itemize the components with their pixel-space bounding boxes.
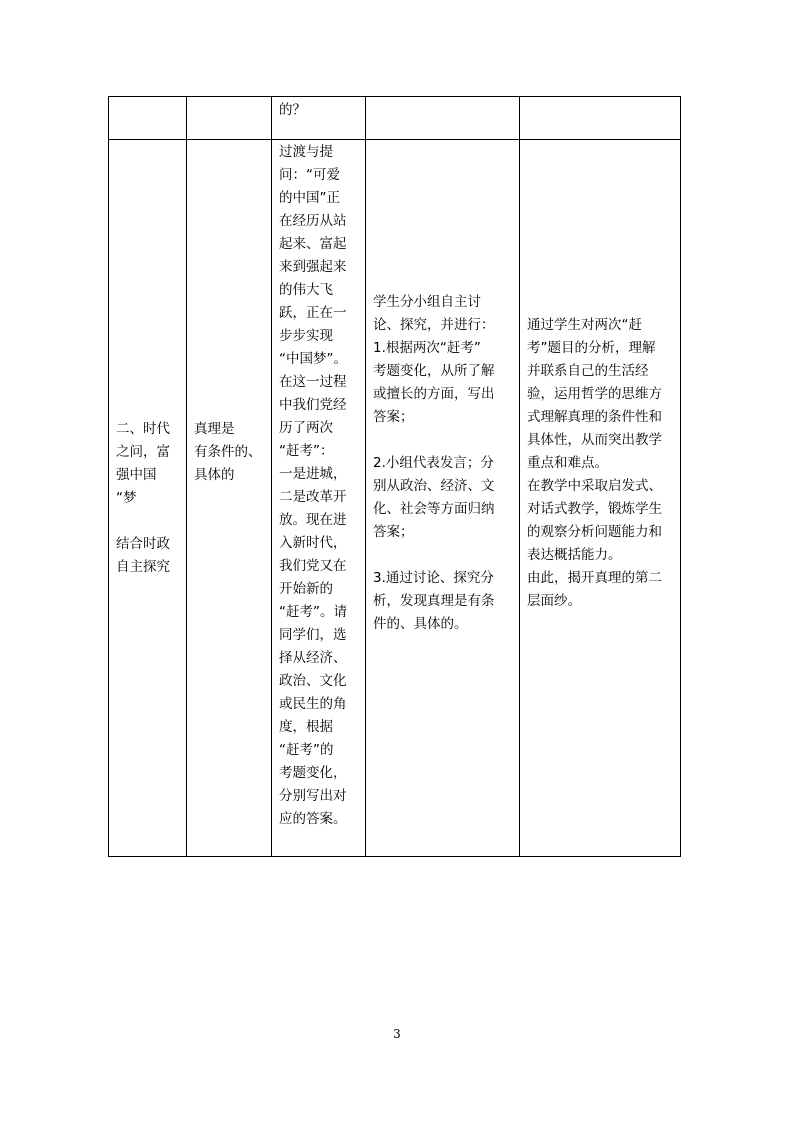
design-intent-cell [520,140,681,857]
text-line: 答案； [373,523,414,540]
text-line: 或民生的角 [279,696,347,712]
student-activity [366,291,519,636]
text-line: 有条件的、 [194,444,262,460]
text-line: “梦 [116,489,137,506]
text-line: 的中国”正 [279,190,340,206]
text-line: 一是进城， [279,466,347,482]
text-line: 在这一过程 [279,374,347,390]
text-line: 起来、富起 [279,236,347,252]
text-line: 我们党又在 [279,558,347,574]
text-line: 二、时代 [116,420,170,437]
page-number: 3 [393,1027,401,1041]
text-line: 并联系自己的生活经 [527,362,649,379]
text-line: 强中国 [116,466,157,483]
text-line: 验，运用哲学的思维方 [527,385,662,402]
text-line [373,544,513,567]
text-line: 结合时政 [116,535,170,552]
text-line: 具体的 [194,467,235,483]
text-line: 答案； [373,408,414,425]
table-cell [109,97,187,140]
text-line: 或擅长的方面，写出 [373,385,495,402]
text-line: 在经历从站 [279,213,347,229]
table-cell [187,97,272,140]
text-line: 对话式教学，锻炼学生 [527,500,662,517]
section-title [109,418,186,579]
text-line: 真理是 [194,421,235,437]
text-line: 应的答案。 [279,811,347,827]
text-line: 考题变化，从所了解 [373,362,495,379]
design-intent [520,314,680,613]
table-cell [272,97,366,140]
text-line: 3.通过讨论、探究分 [373,569,494,586]
text-line: “赶考”： [279,443,334,459]
text-line [373,429,513,452]
text-line: “赶考”的 [279,742,334,758]
text-line: 重点和难点。 [527,454,608,471]
table-cell [366,97,520,140]
teacher-activity [272,140,365,831]
table-row [109,140,681,857]
text-line: 考”题目的分析，理解 [527,339,656,356]
text-line: 学生分小组自主讨 [373,293,481,310]
text-line: 开始新的 [279,581,333,597]
text-line: 分别写出对 [279,788,347,804]
text-line: 论、探究，并进行： [373,316,495,333]
text-line: 度，根据 [279,719,333,735]
section-title-cell [109,140,187,857]
text-line: 2.小组代表发言；分 [373,454,494,471]
lesson-plan-table [108,96,681,857]
text-line: 来到强起来 [279,259,347,275]
text-line: 同学们，选 [279,627,347,643]
text-line: 考题变化， [279,765,347,781]
text-line: 跃，正在一 [279,305,347,321]
text-line: “中国梦”。 [279,351,347,367]
text-line: 中我们党经 [279,397,347,413]
text-line [116,510,180,533]
text-line: 二是改革开 [279,489,347,505]
table-row [109,97,681,140]
text-line: 入新时代， [279,535,347,551]
text-line: 件的、具体的。 [373,615,468,632]
text-line: 表达概括能力。 [527,546,622,563]
text-line: 过渡与提 [279,144,333,160]
text-line: 之问，富 [116,443,170,460]
text-line: 别从政治、经济、文 [373,477,495,494]
topic-cell [187,140,272,857]
text-line: 政治、文化 [279,673,347,689]
cell-text: 的？ [279,102,306,118]
text-line: 在教学中采取启发式、 [527,477,662,494]
student-activity-cell [366,140,520,857]
text-line: “赶考”。请 [279,604,347,620]
text-line: 化、社会等方面归纳 [373,500,495,517]
text-line: 的观察分析问题能力和 [527,523,662,540]
teacher-activity-cell [272,140,366,857]
text-line: 自主探究 [116,558,170,575]
text-line: 层面纱。 [527,592,581,609]
topic-text [187,418,271,487]
text-line: 析，发现真理是有条 [373,592,495,609]
text-line: 的伟大飞 [279,282,333,298]
text-line: 由此，揭开真理的第二 [527,569,662,586]
text-line: 问：“可爱 [279,167,340,183]
text-line: 具体性，从而突出教学 [527,431,662,448]
text-line: 历了两次 [279,420,333,436]
text-line: 1.根据两次“赶考” [373,339,481,356]
text-line: 步步实现 [279,328,333,344]
text-line: 择从经济、 [279,650,347,666]
text-line: 通过学生对两次“赶 [527,316,642,333]
table-cell [520,97,681,140]
text-line: 式理解真理的条件性和 [527,408,662,425]
text-line: 放。现在进 [279,512,347,528]
